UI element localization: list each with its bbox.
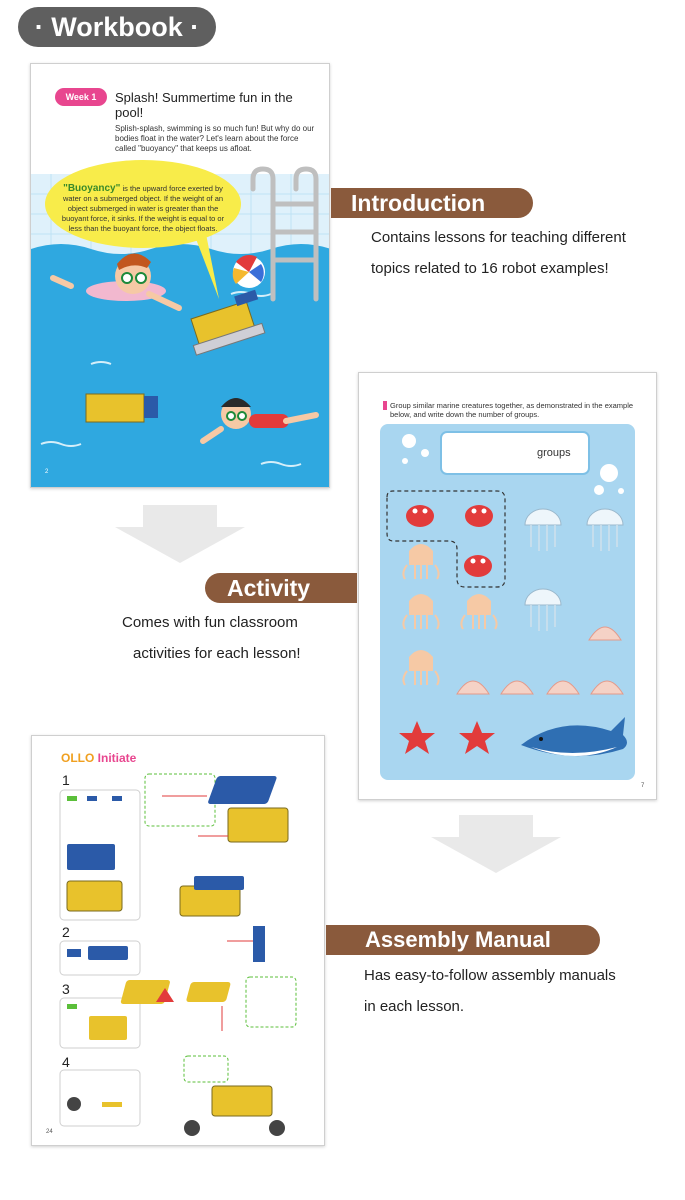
description-line: Has easy-to-follow assembly manuals [364,967,616,984]
activity-instruction: Group similar marine creatures together, as demonstrated in the example below, and write down the number of groups. [390,401,634,419]
page-number: 2 [45,469,49,475]
callout-definition: is the upward force exerted by water on a submerged object. If the weight of an object submerged in water is greater than the buoyant force, it sinks. If the weight is equal to or less than the buoyant force, the object floats. [61,184,225,233]
groups-answer-label: groups [537,447,571,459]
assembly-diagrams [32,736,325,1146]
assembly-manual-page-preview [31,735,325,1146]
marine-creatures-activity [359,373,657,800]
description-line: activities for each lesson! [133,645,301,662]
week-badge: Week 1 [55,88,107,106]
down-arrow-icon [431,815,561,873]
description-line: Contains lessons for teaching different [371,229,626,246]
activity-description [122,607,301,669]
page-number: 24 [46,1129,53,1135]
buoyancy-callout [55,184,231,234]
logo-part: Initiate [97,751,137,765]
down-arrow-icon [115,505,245,563]
page-number: 7 [641,783,645,789]
step-number: 3 [62,981,70,997]
callout-term: "Buoyancy" [63,183,121,194]
workbook-label: · Workbook · [18,7,216,47]
step-number: 2 [62,924,70,940]
step-number: 4 [62,1054,70,1070]
activity-page-preview [358,372,657,800]
introduction-description [371,222,626,284]
logo-part: OLLO [61,751,95,765]
lesson-title: Splash! Summertime fun in the pool! [115,90,293,120]
activity-banner: Activity [205,573,357,603]
description-line: Comes with fun classroom [122,614,298,631]
assembly-manual-description [364,960,616,1022]
introduction-page-preview [30,63,330,488]
step-number: 1 [62,772,70,788]
introduction-banner: Introduction [331,188,533,218]
description-line: in each lesson. [364,998,465,1015]
assembly-manual-banner: Assembly Manual [326,925,600,955]
description-line: topics related to 16 robot examples! [371,260,609,277]
lesson-intro-text: Splish-splash, swimming is so much fun! But why do our bodies float in the water? Let's learn about the force called "buoyancy" that keeps us afloat. [115,124,315,153]
